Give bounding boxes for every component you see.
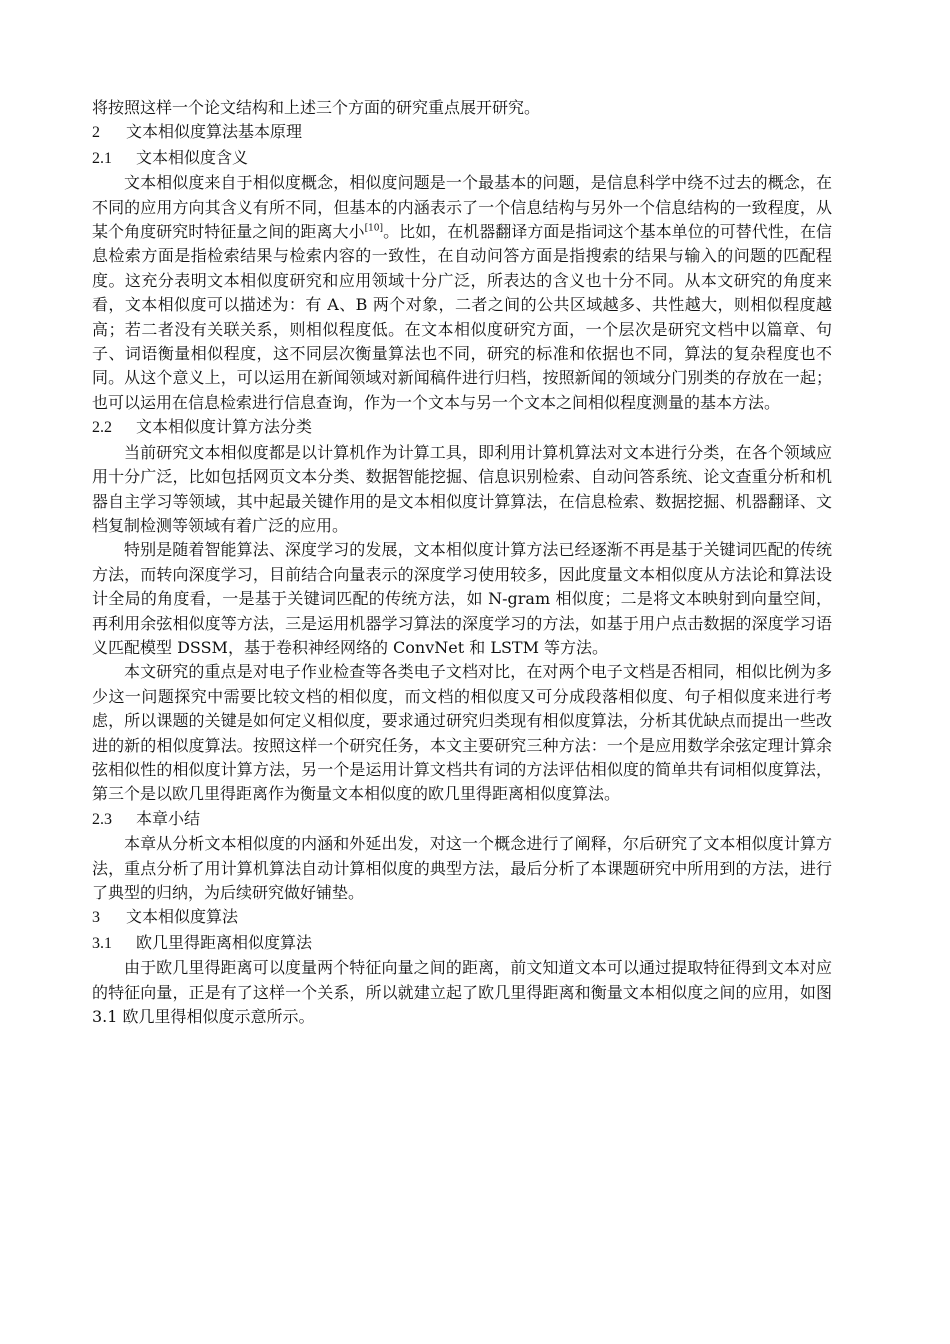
page-content bbox=[92, 96, 832, 1029]
section-2-1-heading bbox=[92, 146, 832, 171]
paragraph-text-part-1: 文本相似度来自于相似度概念，相似度问题是一个最基本的问题，是信息科学中绕不过去的概念，在不同的应用方向其含义有所不同，但基本的内涵表示了一个信息结构与另外一个信息结构的一致程度，从某个角度研究时特征量之间的距离大小 bbox=[92, 173, 832, 242]
chapter-2-heading bbox=[92, 120, 832, 145]
section-3-1-paragraph: 由于欧几里得距离可以度量两个特征向量之间的距离，前文知道文本可以通过提取特征得到文本对应的特征向量，正是有了这样一个关系，所以就建立起了欧几里得距离和衡量文本相似度之间的应用，如图 3.1 欧几里得相似度示意所示。 bbox=[92, 958, 832, 1027]
section-2-1-paragraph bbox=[92, 171, 832, 415]
citation-reference: [10] bbox=[364, 223, 384, 234]
heading-title: 文本相似度算法基本原理 bbox=[126, 122, 303, 142]
heading-number: 2.1 bbox=[92, 149, 112, 167]
heading-title: 文本相似度含义 bbox=[136, 147, 249, 167]
section-3-1-heading bbox=[92, 931, 832, 956]
section-2-3-paragraph: 本章从分析文本相似度的内涵和外延出发，对这一个概念进行了阐释，尔后研究了文本相似度计算方法，重点分析了用计算机算法自动计算相似度的典型方法，最后分析了本课题研究中所用到的方法，进行了典型的归纳，为后续研究做好铺垫。 bbox=[92, 834, 832, 902]
section-2-2-paragraph-3: 本文研究的重点是对电子作业检查等各类电子文档对比，在对两个电子文档是否相同，相似比例为多少这一问题探究中需要比较文档的相似度，而文档的相似度又可分成段落相似度、句子相似度来进行考虑，所以课题的关键是如何定义相似度，要求通过研究归类现有相似度算法，分析其优缺点而提出一些改进的新的相似度算法。按照这样一个研究任务，本文主要研究三种方法：一个是应用数学余弦定理计算余弦相似性的相似度计算方法，另一个是运用计算文档共有词的方法评估相似度的简单共有词相似度算法，第三个是以欧几里得距离作为衡量文本相似度的欧几里得距离相似度算法。 bbox=[92, 662, 832, 804]
heading-title: 文本相似度计算方法分类 bbox=[136, 417, 313, 437]
heading-number: 2 bbox=[92, 124, 100, 142]
heading-title: 文本相似度算法 bbox=[126, 907, 239, 927]
section-2-2-heading bbox=[92, 415, 832, 440]
heading-title: 本章小结 bbox=[136, 808, 201, 828]
paragraph-text-part-2: 。比如，在机器翻译方面是指词这个基本单位的可替代性，在信息检索方面是指检索结果与检索内容的一致性，在自动问答方面是指搜索的结果与输入的问题的匹配程度。这充分表明文本相似度研究和应用领域十分广泛，所表达的含义也十分不同。从本文研究的角度来看，文本相似度可以描述为：有 A、B 两个对象，二者之间的公共区域越多、共性越大，则相似程度越高；若二者没有关联关系，则相似程度低。在文本相似度研究方面，一个层次是研究文档中以篇章、句子、词语衡量相似程度，这不同层次衡量算法也不同，研究的标准和依据也不同，算法的复杂程度也不同。从这个意义上，可以运用在新闻领域对新闻稿件进行归档，按照新闻的领域分门别类的存放在一起；也可以运用在信息检索进行信息查询，作为一个文本与另一个文本之间相似程度测量的基本方法。 bbox=[92, 222, 832, 412]
heading-number: 2.3 bbox=[92, 810, 112, 828]
heading-number: 2.2 bbox=[92, 419, 112, 437]
section-2-2-paragraph-2: 特别是随着智能算法、深度学习的发展，文本相似度计算方法已经逐渐不再是基于关键词匹配的传统方法，而转向深度学习，目前结合向量表示的深度学习使用较多，因此度量文本相似度从方法论和算法设计全局的角度看，一是基于关键词匹配的传统方法，如 N-gram 相似度；二是将文本映射到向量空间，再利用余弦相似度等方法，三是运用机器学习算法的深度学习的方法，如基于用户点击数据的深度学习语义匹配模型 DSSM，基于卷积神经网络的 ConvNet 和 LSTM 等方法。 bbox=[92, 540, 832, 657]
heading-number: 3.1 bbox=[92, 934, 112, 952]
intro-paragraph: 将按照这样一个论文结构和上述三个方面的研究重点展开研究。 bbox=[92, 98, 541, 117]
section-2-3-heading bbox=[92, 807, 832, 832]
heading-title: 欧几里得距离相似度算法 bbox=[136, 932, 313, 952]
heading-number: 3 bbox=[92, 909, 100, 927]
chapter-3-heading bbox=[92, 905, 832, 930]
section-2-2-paragraph-1: 当前研究文本相似度都是以计算机作为计算工具，即利用计算机算法对文本进行分类，在各个领域应用十分广泛，比如包括网页文本分类、数据智能挖掘、信息识别检索、自动问答系统、论文查重分析和机器自主学习等领域，其中起最关键作用的是文本相似度计算算法，在信息检索、数据挖掘、机器翻译、文档复制检测等领域有着广泛的应用。 bbox=[92, 442, 832, 535]
